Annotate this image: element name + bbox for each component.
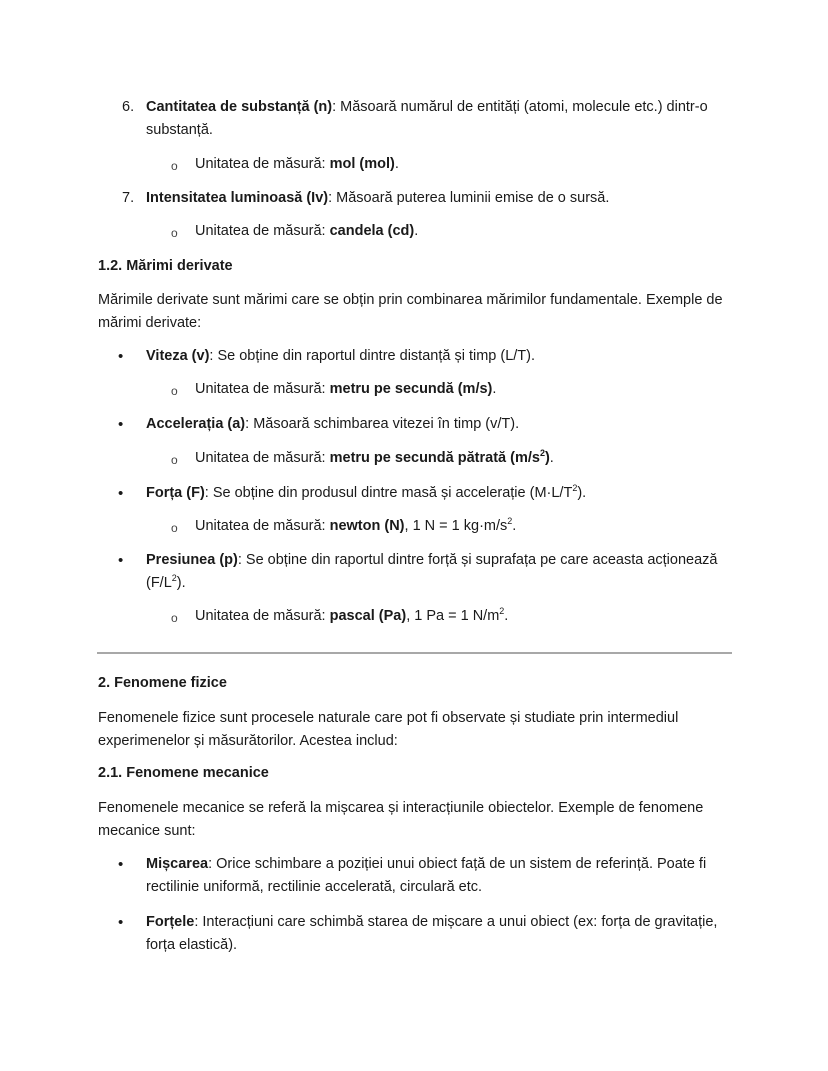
unit-prefix: Unitatea de măsură: <box>195 608 330 624</box>
term: Cantitatea de substanță (n) <box>146 99 333 115</box>
horizontal-divider <box>97 652 732 654</box>
list-item <box>146 187 731 210</box>
bullet-icon: • <box>118 348 124 365</box>
list-item <box>146 345 731 368</box>
unit-name: mol (mol) <box>329 156 395 172</box>
unit-name: metru pe secundă (m/s) <box>329 381 493 397</box>
list-item <box>146 96 731 142</box>
term-description-end: ). <box>176 575 186 591</box>
term: Mișcarea <box>146 856 209 872</box>
unit-line <box>195 515 735 538</box>
unit-prefix: Unitatea de măsură: <box>195 223 330 239</box>
superscript: 2 <box>499 606 505 616</box>
sub-bullet-icon: o <box>171 521 178 535</box>
list-number: 7. <box>122 190 135 206</box>
superscript: 2 <box>507 516 513 526</box>
section-heading: 1.2. Mărimi derivate <box>98 258 233 274</box>
superscript: 2 <box>572 483 578 493</box>
section-heading: 2. Fenomene fizice <box>98 675 227 691</box>
term: Accelerația (a) <box>146 416 246 432</box>
term: Viteza (v) <box>146 348 210 364</box>
term-description: : Orice schimbare a poziției unui obiect față de un sistem de referință. Poate fi rectilinie uniformă, rectilinie accelerată, circulară etc. <box>146 856 707 895</box>
unit-line <box>195 447 735 470</box>
unit-line <box>195 153 735 176</box>
term-description: : Măsoară puterea luminii emise de o sursă. <box>328 190 610 206</box>
term: Intensitatea luminoasă (Iv) <box>146 190 329 206</box>
term-description: : Se obține din raportul dintre distanță și timp (L/T). <box>209 348 536 364</box>
unit-name-close: ) <box>544 450 550 466</box>
sub-bullet-icon: o <box>171 159 178 173</box>
superscript: 2 <box>539 448 545 458</box>
bullet-icon: • <box>118 416 124 433</box>
unit-prefix: Unitatea de măsură: <box>195 381 330 397</box>
list-item <box>146 911 731 957</box>
bullet-icon: • <box>118 856 124 873</box>
paragraph: Mărimile derivate sunt mărimi care se obțin prin combinarea mărimilor fundamentale. Exemple de mărimi derivate: <box>98 292 723 331</box>
unit-name-text: metru pe secundă pătrată (m/s <box>329 450 540 466</box>
unit-prefix: Unitatea de măsură: <box>195 518 330 534</box>
term: Forțele <box>146 914 195 930</box>
unit-suffix: , 1 N = 1 kg·m/s <box>404 518 508 534</box>
list-item <box>146 549 731 595</box>
unit-name <box>330 450 550 466</box>
section-heading: 2.1. Fenomene mecanice <box>98 765 269 781</box>
paragraph: Fenomenele fizice sunt procesele naturale care pot fi observate și studiate prin intermediul experimenelor și măsurătorilor. Acestea includ: <box>98 710 679 749</box>
term-description: : Se obține din produsul dintre masă și accelerație (M·L/T <box>204 485 573 501</box>
superscript: 2 <box>171 573 177 583</box>
term-description: : Se obține din raportul dintre forță și suprafața pe care aceasta acționează (F/L <box>146 552 718 591</box>
sub-bullet-icon: o <box>171 453 178 467</box>
list-item <box>146 413 731 436</box>
term-description-end: ). <box>577 485 587 501</box>
term-description: : Măsoară numărul de entități (atomi, molecule etc.) dintr-o substanță. <box>146 99 708 138</box>
list-number: 6. <box>122 99 135 115</box>
sub-bullet-icon: o <box>171 226 178 240</box>
unit-prefix: Unitatea de măsură: <box>195 450 330 466</box>
unit-suffix-end: . <box>504 608 509 624</box>
list-item <box>146 482 731 505</box>
term: Presiunea (p) <box>146 552 238 568</box>
unit-suffix: . <box>549 450 554 466</box>
unit-suffix: . <box>414 223 419 239</box>
unit-name: candela (cd) <box>329 223 415 239</box>
unit-line <box>195 605 735 628</box>
unit-name: newton (N) <box>329 518 405 534</box>
bullet-icon: • <box>118 485 124 502</box>
unit-suffix: . <box>492 381 497 397</box>
unit-prefix: Unitatea de măsură: <box>195 156 330 172</box>
bullet-icon: • <box>118 552 124 569</box>
sub-bullet-icon: o <box>171 611 178 625</box>
bullet-icon: • <box>118 914 124 931</box>
unit-suffix-end: . <box>512 518 517 534</box>
unit-suffix: . <box>394 156 399 172</box>
sub-bullet-icon: o <box>171 384 178 398</box>
unit-name: pascal (Pa) <box>329 608 407 624</box>
unit-suffix: , 1 Pa = 1 N/m <box>406 608 500 624</box>
list-item <box>146 853 731 899</box>
unit-line <box>195 378 735 401</box>
term: Forța (F) <box>146 485 205 501</box>
term-description: : Măsoară schimbarea vitezei în timp (v/T). <box>245 416 520 432</box>
paragraph: Fenomenele mecanice se referă la mișcarea și interacțiunile obiectelor. Exemple de fenomene mecanice sunt: <box>98 800 704 839</box>
term-description: : Interacțiuni care schimbă starea de mișcare a unui obiect (ex: forța de gravitație, forța elastică). <box>146 914 718 953</box>
unit-line <box>195 220 735 243</box>
